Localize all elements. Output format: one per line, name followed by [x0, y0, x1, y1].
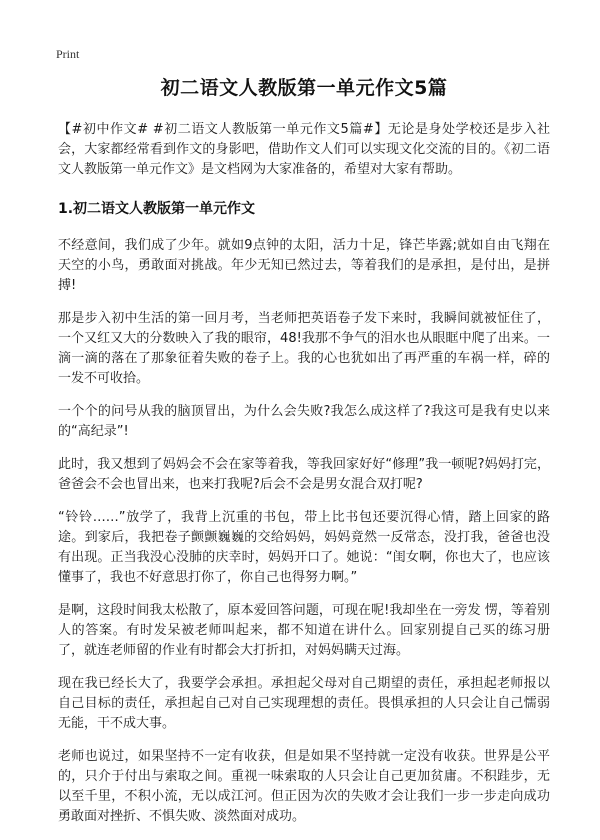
- essay-paragraph-6: 是啊，这段时间我太松散了，原本爱回答问题，可现在呢!我却坐在一旁发 愣，等着别人的答案。有时发呆被老师叫起来，都不知道在讲什么。回家别提自己买的练习册了，就连老师留的作业有时都会大打折扣，对妈妈瞒天过海。: [58, 603, 550, 658]
- intro-paragraph: 【#初中作文# #初二语文人教版第一单元作文5篇#】无论是身处学校还是步入社会，大家都经常看到作文的身影吧，借助作文人们可以实现文化交流的目的。《初二语文人教版第一单元作文》是文档网为大家准备的，希望对大家有帮助。: [58, 122, 550, 177]
- document-body: [58, 74, 550, 840]
- essay-paragraph-2: 那是步入初中生活的第一回月考，当老师把英语卷子发下来时，我瞬间就被怔住了，一个又红又大的分数映入了我的眼帘，48!我那不争气的泪水也从眼眶中爬了出来。一滴一滴的落在了那象征着失败的卷子上。我的心也犹如出了再严重的车祸一样，碎的一发不可收拾。: [58, 311, 550, 386]
- essay-paragraph-3: 一个个的问号从我的脑顶冒出，为什么会失败?我怎么成这样了?我这可是我有史以来的“高纪录”!: [58, 404, 550, 439]
- essay-paragraph-8: 老师也说过，如果坚持不一定有收获，但是如果不坚持就一定没有收获。世界是公平的，只介于付出与索取之间。重视一味索取的人只会让自己更加贫庸。不积跬步，无以至千里，不积小流，无以成江河。但正因为次的失败才会让我们一步一步走向成功勇敢面对挫折、不惧失败、淡然面对成功。: [58, 749, 550, 824]
- section-heading: 1.初二语文人教版第一单元作文: [58, 201, 256, 217]
- essay-paragraph-5: “铃铃……”放学了，我背上沉重的书包，带上比书包还要沉得心情，踏上回家的路途。到家后，我把卷子颤颤巍巍的交给妈妈，妈妈竟然一反常态，没打我，爸爸也没有出现。正当我没心没肺的庆幸时，妈妈开口了。她说：“闺女啊，你也大了，也应该懂事了，我也不好意思打你了，你自己也得努力啊。”: [58, 510, 550, 585]
- document-title: 初二语文人教版第一单元作文5篇: [160, 77, 448, 99]
- essay-paragraph-4: 此时，我又想到了妈妈会不会在家等着我，等我回家好好“修理”我一顿呢?妈妈打完，爸爸会不会也冒出来，也来打我呢?后会不会是男女混合双打呢?: [58, 457, 550, 492]
- essay-paragraph-1: 不经意间，我们成了少年。就如9点钟的太阳，活力十足，锋芒毕露;就如自由飞翔在天空的小鸟，勇敢面对挑战。年少无知已然过去，等着我们的是承担，是付出，是拼搏!: [58, 238, 550, 293]
- essay-paragraph-7: 现在我已经长大了，我要学会承担。承担起父母对自己期望的责任，承担起老师报以自己目标的责任，承担起自己对自己实现理想的责任。畏惧承担的人只会让自己懦弱无能，干不成大事。: [58, 676, 550, 731]
- print-link[interactable]: Print: [56, 47, 80, 61]
